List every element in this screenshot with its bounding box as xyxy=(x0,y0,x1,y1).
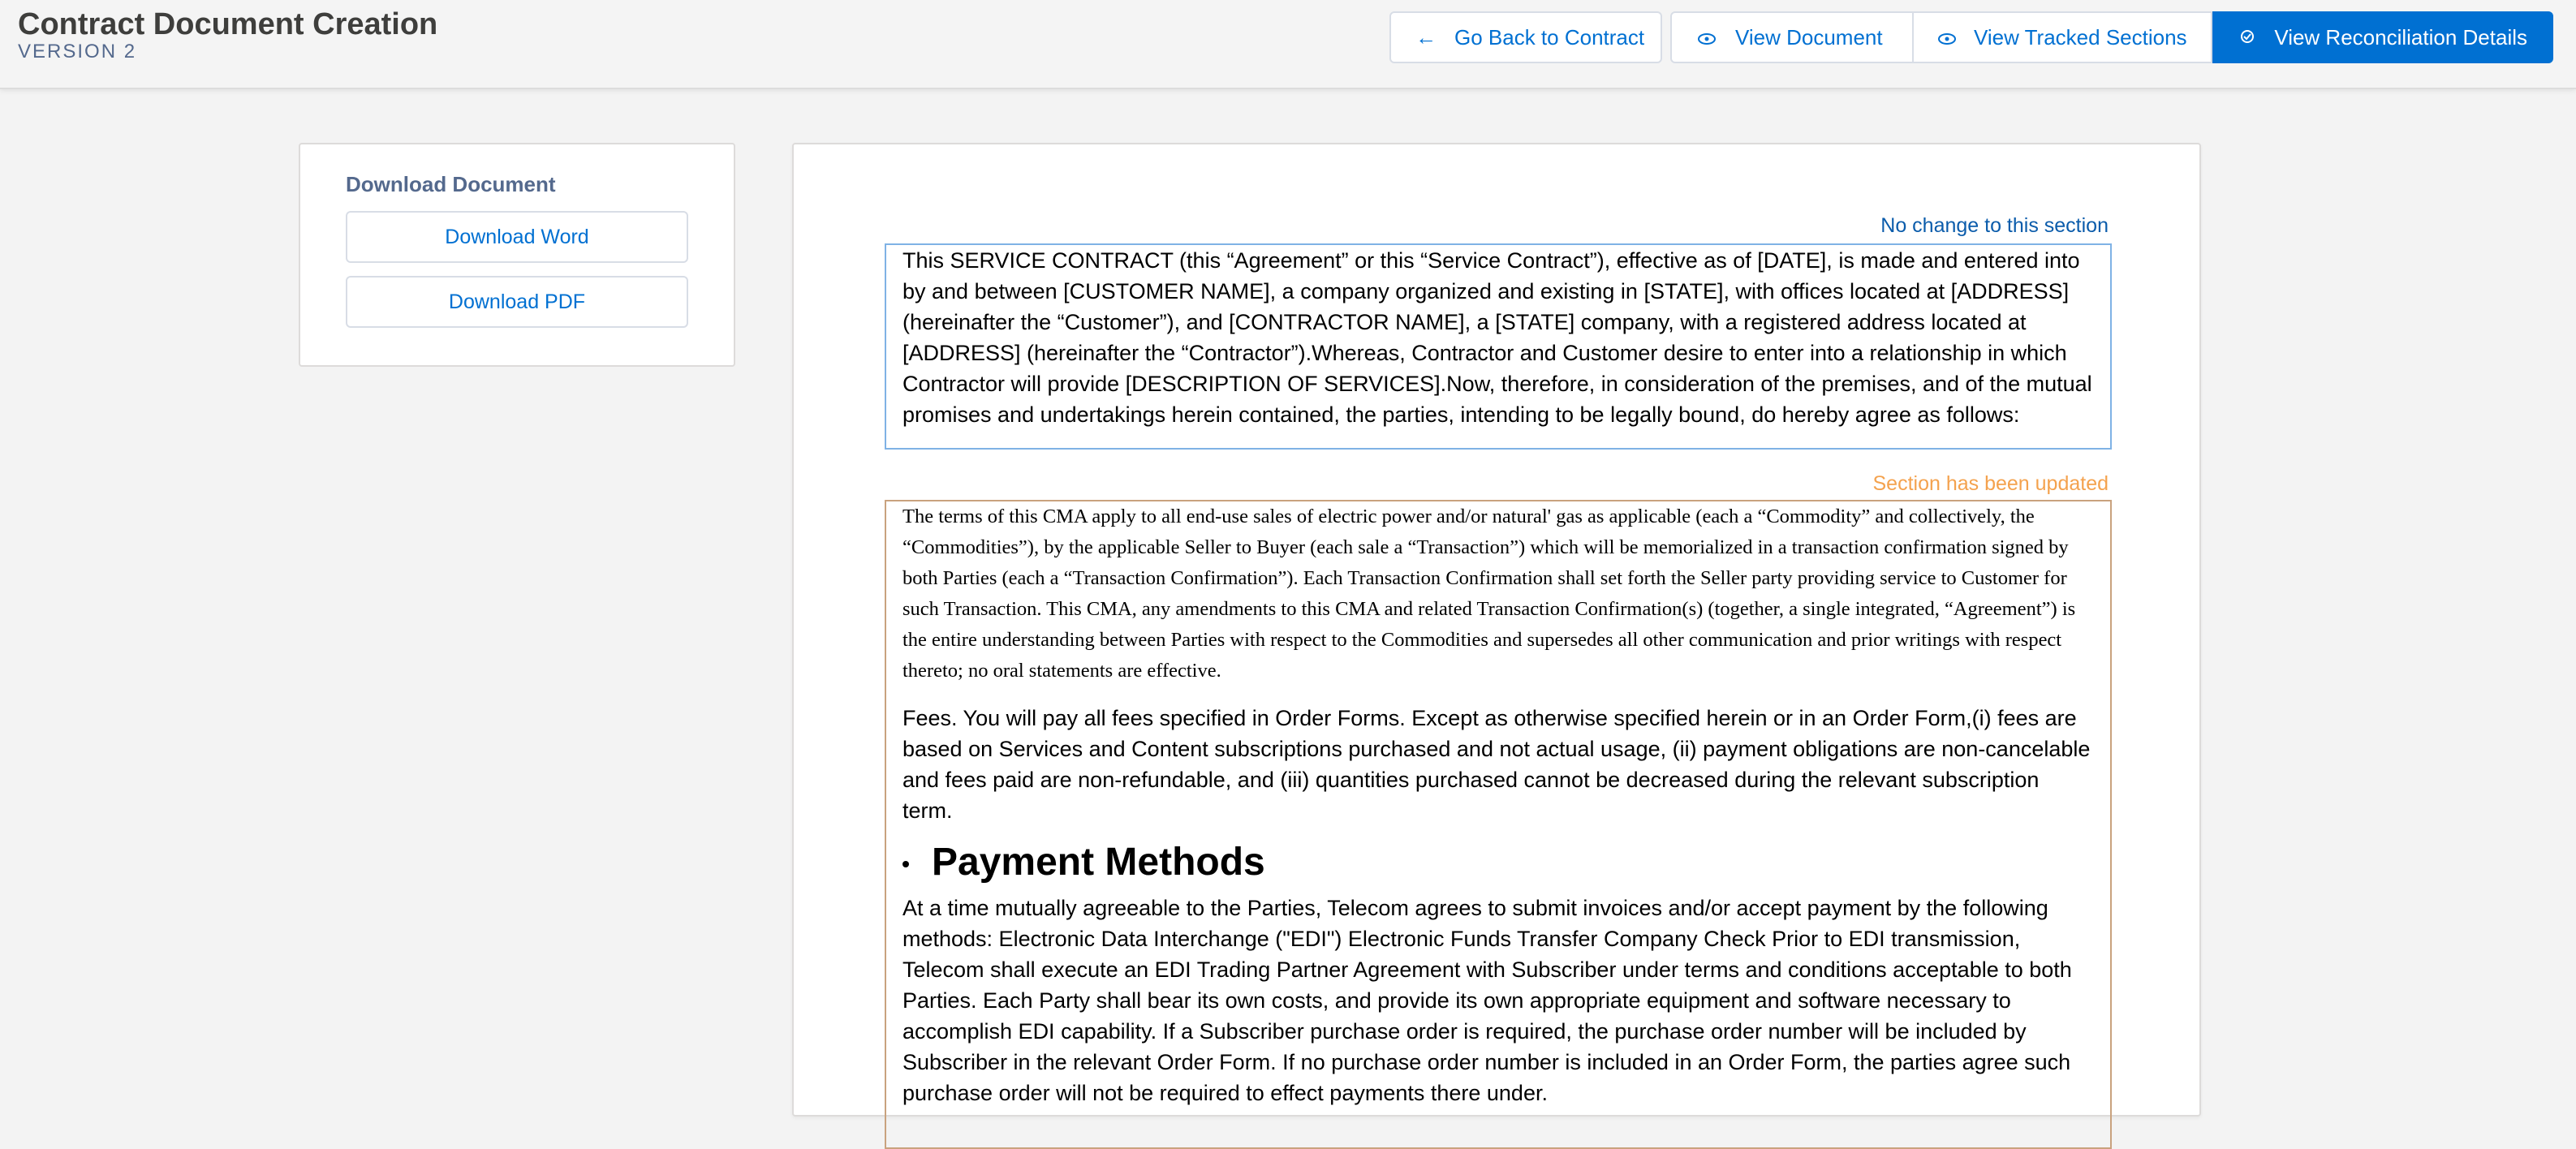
download-document-title: Download Document xyxy=(346,172,556,196)
download-document-card xyxy=(299,143,735,367)
reconcile-icon xyxy=(2238,25,2256,50)
view-document-label: View Document xyxy=(1735,24,1883,49)
contract-section-updated xyxy=(885,500,2112,1149)
fees-paragraph: Fees. You will pay all fees specified in Order Forms. Except as otherwise specified herein or in an Order Form,(i) fees are based on Services and Content subscriptions purchased and not actual usage, (ii) payment obligations are non-cancelable and fees paid are non-refundable, and (iii) quantities purchased cannot be decreased during the relevant subscription term. xyxy=(902,706,2091,823)
download-pdf-button[interactable]: Download PDF xyxy=(346,276,688,328)
terms-paragraph: The terms of this CMA apply to all end-use sales of electric power and/or natural' gas as applicable (each a “Commodity” and collectively, the “Commodities”), by the applicable Seller to Buyer (each sale a “Transaction”) which will be memorialized in a transaction confirmation signed by both Parties (each a “Transaction Confirmation”). Each Transaction Confirmation shall set forth the Seller party providing service to Customer for such Transaction. This CMA, any amendments to this CMA and related Transaction Confirmation(s) (together, a single integrated, “Agreement”) is the entire understanding between Parties with respect to the Commodities and supersedes all other communication and prior writings with respect thereto; no oral statements are effective. xyxy=(902,506,2076,682)
document-preview xyxy=(792,143,2201,1117)
page-header xyxy=(0,0,2576,89)
view-reconciliation-details-label: View Reconciliation Details xyxy=(2274,24,2527,49)
section-status-no-change: No change to this section xyxy=(1880,214,2109,237)
view-reconciliation-details-button[interactable] xyxy=(2212,11,2553,63)
contract-section-intro xyxy=(885,243,2112,450)
header-actions xyxy=(1389,11,2553,63)
view-tracked-sections-label: View Tracked Sections xyxy=(1974,24,2187,49)
page-title: Contract Document Creation xyxy=(18,7,438,41)
go-back-button[interactable] xyxy=(1389,11,1662,63)
payment-methods-paragraph: At a time mutually agreeable to the Parties, Telecom agrees to submit invoices and/or accept payment by the following methods: Electronic Data Interchange ("EDI") Electronic Funds Transfer Company Check Prior to EDI transmission, Telecom shall execute an EDI Trading Partner Agreement with Subscriber under terms and conditions acceptable to both Parties. Each Party shall bear its own costs, and provide its own appropriate equipment and software necessary to accomplish EDI capability. If a Subscriber purchase order is required, the purchase order number will be included by Subscriber in the relevant Order Form. If no purchase order number is included in an Order Form, the parties agree such purchase order will not be required to effect payments there under. xyxy=(902,896,2072,1105)
payment-methods-heading-row xyxy=(902,836,2094,888)
bullet-icon xyxy=(902,861,909,867)
view-tracked-sections-button[interactable] xyxy=(1914,11,2212,63)
payment-methods-heading: Payment Methods xyxy=(932,840,1265,884)
section-status-updated: Section has been updated xyxy=(1872,472,2109,495)
version-label: VERSION 2 xyxy=(18,41,137,62)
arrow-left-icon: ← xyxy=(1415,24,1437,49)
go-back-label: Go Back to Contract xyxy=(1454,24,1645,49)
view-document-button[interactable] xyxy=(1670,11,1914,63)
section-paragraph: This SERVICE CONTRACT (this “Agreement” or this “Service Contract”), effective as of [DATE], is made and entered into by and between [CUSTOMER NAME], a company organized and existing in [STATE], with offices located at [ADDRESS] (hereinafter the “Customer”), and [CONTRACTOR NAME], a [STATE] company, with a registered address located at [ADDRESS] (hereinafter the “Contractor”).Whereas, Contractor and Customer desire to enter into a relationship in which Contractor will provide [DESCRIPTION OF SERVICES].Now, therefore, in consideration of the premises, and of the mutual promises and undertakings herein contained, the parties, intending to be legally bound, do hereby agree as follows: xyxy=(902,248,2092,427)
download-word-button[interactable]: Download Word xyxy=(346,211,688,263)
eye-icon xyxy=(1938,25,1956,50)
eye-icon xyxy=(1696,25,1717,50)
